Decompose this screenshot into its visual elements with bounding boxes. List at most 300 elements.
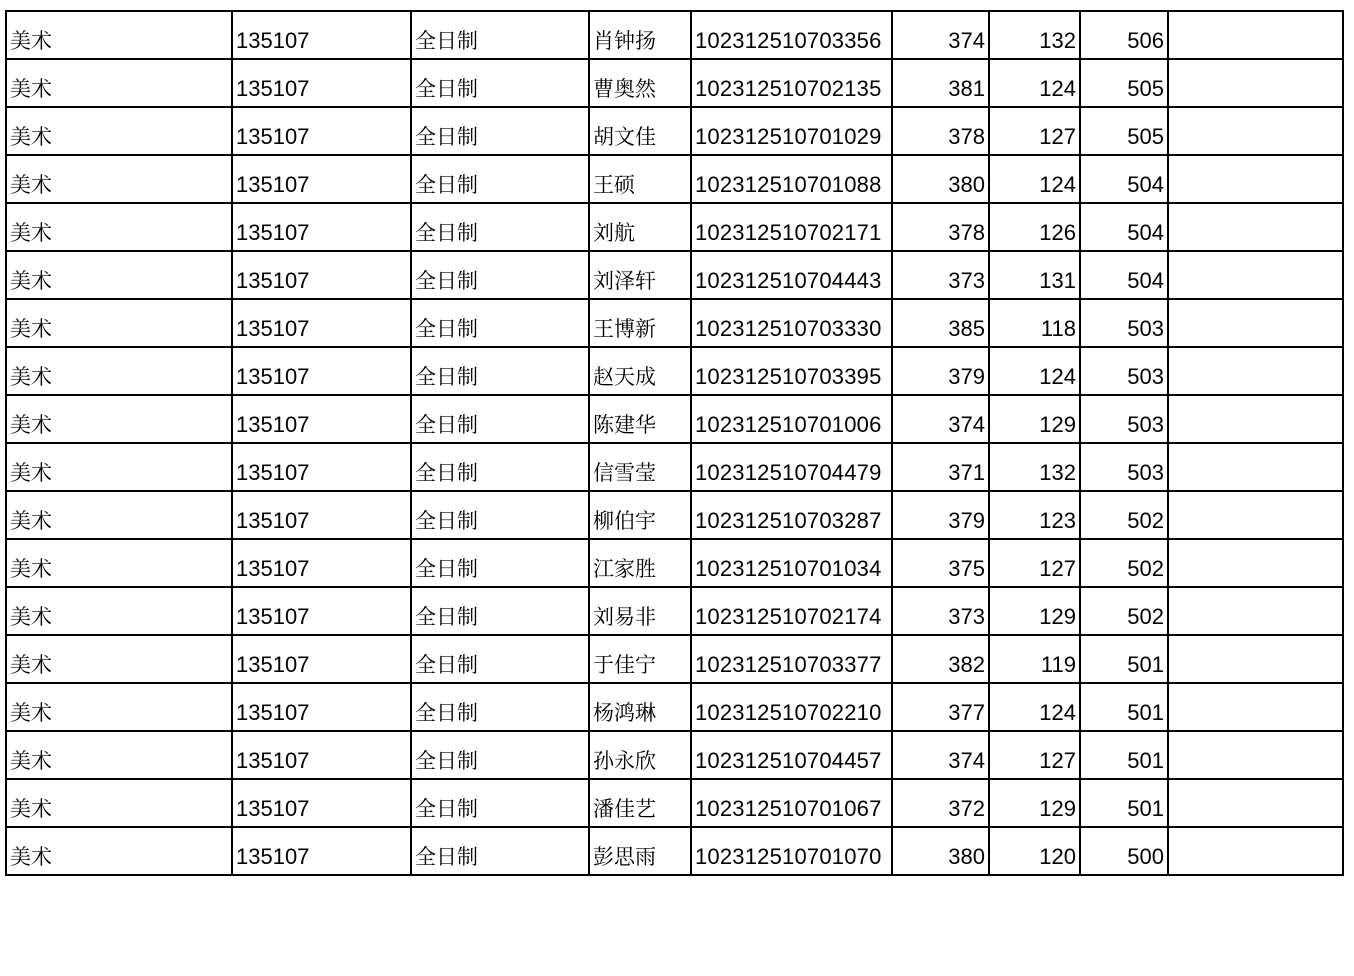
cell-study-mode-text: 全日制: [415, 749, 478, 773]
cell-student-name: [589, 587, 691, 635]
admission-score-table: [5, 10, 1344, 876]
cell-student-name: [589, 683, 691, 731]
cell-student-name-text: 潘佳艺: [593, 797, 656, 821]
cell-exam-id: [691, 683, 892, 731]
cell-score-a-text: 378: [948, 124, 985, 149]
cell-note: [1168, 731, 1343, 779]
cell-exam-id: [691, 155, 892, 203]
cell-major: [6, 107, 232, 155]
cell-major-text: 美术: [10, 605, 52, 629]
cell-major: [6, 635, 232, 683]
cell-note: [1168, 155, 1343, 203]
cell-study-mode: [411, 11, 589, 59]
cell-exam-id: [691, 731, 892, 779]
cell-total-score: [1080, 587, 1168, 635]
cell-total-score-text: 503: [1127, 364, 1164, 389]
cell-major-text: 美术: [10, 701, 52, 725]
table-row: [6, 779, 1343, 827]
cell-score-a-text: 374: [948, 748, 985, 773]
cell-score-a-text: 373: [948, 268, 985, 293]
cell-study-mode-text: 全日制: [415, 29, 478, 53]
cell-total-score-text: 505: [1127, 76, 1164, 101]
cell-note: [1168, 587, 1343, 635]
cell-study-mode-text: 全日制: [415, 125, 478, 149]
cell-exam-id-text: 102312510701034: [695, 556, 882, 581]
cell-exam-id: [691, 59, 892, 107]
cell-study-mode-text: 全日制: [415, 269, 478, 293]
cell-total-score-text: 504: [1127, 172, 1164, 197]
cell-program-code-text: 135107: [236, 844, 310, 869]
cell-score-a-text: 379: [948, 508, 985, 533]
cell-score-b-text: 124: [1039, 76, 1076, 101]
cell-score-b: [989, 107, 1080, 155]
cell-exam-id-text: 102312510703287: [695, 508, 882, 533]
cell-program-code-text: 135107: [236, 556, 310, 581]
cell-student-name-text: 肖钟扬: [593, 29, 656, 53]
cell-note: [1168, 107, 1343, 155]
cell-note: [1168, 827, 1343, 875]
cell-study-mode: [411, 107, 589, 155]
cell-exam-id-text: 102312510701029: [695, 124, 882, 149]
cell-study-mode: [411, 731, 589, 779]
cell-score-b-text: 120: [1039, 844, 1076, 869]
cell-student-name-text: 杨鸿琳: [593, 701, 656, 725]
cell-major: [6, 203, 232, 251]
cell-major: [6, 299, 232, 347]
cell-study-mode: [411, 203, 589, 251]
cell-exam-id-text: 102312510701088: [695, 172, 882, 197]
cell-exam-id-text: 102312510702174: [695, 604, 882, 629]
cell-note-text: [1172, 148, 1339, 154]
cell-student-name: [589, 635, 691, 683]
cell-student-name-text: 王硕: [593, 173, 635, 197]
cell-note: [1168, 347, 1343, 395]
cell-program-code: [232, 251, 411, 299]
cell-total-score-text: 501: [1127, 700, 1164, 725]
cell-score-b: [989, 779, 1080, 827]
cell-major-text: 美术: [10, 845, 52, 869]
cell-score-a: [892, 779, 989, 827]
cell-exam-id: [691, 587, 892, 635]
cell-program-code-text: 135107: [236, 76, 310, 101]
cell-exam-id-text: 102312510702135: [695, 76, 882, 101]
cell-score-a: [892, 155, 989, 203]
cell-student-name: [589, 203, 691, 251]
cell-exam-id-text: 102312510704479: [695, 460, 882, 485]
cell-exam-id: [691, 107, 892, 155]
cell-note: [1168, 203, 1343, 251]
cell-score-b-text: 124: [1039, 700, 1076, 725]
table-row: [6, 395, 1343, 443]
cell-program-code: [232, 587, 411, 635]
cell-program-code: [232, 779, 411, 827]
cell-score-a: [892, 635, 989, 683]
cell-score-b-text: 126: [1039, 220, 1076, 245]
cell-program-code-text: 135107: [236, 796, 310, 821]
cell-program-code: [232, 299, 411, 347]
cell-major-text: 美术: [10, 173, 52, 197]
cell-program-code: [232, 59, 411, 107]
cell-score-b: [989, 491, 1080, 539]
cell-student-name: [589, 491, 691, 539]
cell-score-a: [892, 203, 989, 251]
cell-study-mode-text: 全日制: [415, 845, 478, 869]
cell-major: [6, 779, 232, 827]
cell-score-b-text: 127: [1039, 748, 1076, 773]
table-row: [6, 827, 1343, 875]
cell-score-b-text: 132: [1039, 460, 1076, 485]
cell-program-code: [232, 827, 411, 875]
cell-student-name: [589, 11, 691, 59]
cell-major: [6, 251, 232, 299]
table-row: [6, 299, 1343, 347]
cell-program-code: [232, 203, 411, 251]
cell-exam-id: [691, 827, 892, 875]
cell-note-text: [1172, 868, 1339, 874]
cell-exam-id-text: 102312510703395: [695, 364, 882, 389]
cell-student-name-text: 信雪莹: [593, 461, 656, 485]
cell-note: [1168, 491, 1343, 539]
cell-major: [6, 155, 232, 203]
table-row: [6, 539, 1343, 587]
cell-score-a-text: 385: [948, 316, 985, 341]
cell-total-score: [1080, 203, 1168, 251]
cell-study-mode: [411, 827, 589, 875]
cell-score-a-text: 374: [948, 28, 985, 53]
cell-major: [6, 443, 232, 491]
cell-study-mode-text: 全日制: [415, 365, 478, 389]
cell-student-name-text: 赵天成: [593, 365, 656, 389]
cell-study-mode-text: 全日制: [415, 509, 478, 533]
cell-note: [1168, 635, 1343, 683]
cell-score-b: [989, 299, 1080, 347]
cell-study-mode-text: 全日制: [415, 797, 478, 821]
cell-score-a: [892, 107, 989, 155]
cell-study-mode-text: 全日制: [415, 605, 478, 629]
cell-exam-id: [691, 251, 892, 299]
cell-exam-id: [691, 395, 892, 443]
cell-exam-id-text: 102312510704457: [695, 748, 882, 773]
cell-major: [6, 347, 232, 395]
cell-note: [1168, 251, 1343, 299]
cell-score-b-text: 129: [1039, 796, 1076, 821]
cell-note-text: [1172, 388, 1339, 394]
cell-score-a: [892, 539, 989, 587]
cell-note-text: [1172, 436, 1339, 442]
cell-study-mode: [411, 635, 589, 683]
table-row: [6, 491, 1343, 539]
cell-student-name: [589, 347, 691, 395]
cell-score-b-text: 127: [1039, 124, 1076, 149]
cell-program-code: [232, 731, 411, 779]
cell-score-a-text: 380: [948, 844, 985, 869]
cell-study-mode: [411, 443, 589, 491]
table-row: [6, 347, 1343, 395]
cell-note-text: [1172, 772, 1339, 778]
cell-study-mode: [411, 587, 589, 635]
cell-major-text: 美术: [10, 413, 52, 437]
table-row: [6, 107, 1343, 155]
table-row: [6, 443, 1343, 491]
cell-major-text: 美术: [10, 269, 52, 293]
cell-study-mode-text: 全日制: [415, 461, 478, 485]
cell-student-name: [589, 59, 691, 107]
cell-student-name: [589, 155, 691, 203]
cell-student-name: [589, 395, 691, 443]
cell-note-text: [1172, 196, 1339, 202]
cell-major: [6, 827, 232, 875]
cell-program-code-text: 135107: [236, 268, 310, 293]
cell-score-b: [989, 11, 1080, 59]
cell-score-b-text: 127: [1039, 556, 1076, 581]
cell-score-a: [892, 395, 989, 443]
cell-note-text: [1172, 820, 1339, 826]
cell-score-b: [989, 731, 1080, 779]
cell-note-text: [1172, 724, 1339, 730]
cell-score-a-text: 372: [948, 796, 985, 821]
cell-program-code: [232, 491, 411, 539]
cell-exam-id-text: 102312510703356: [695, 28, 882, 53]
cell-program-code: [232, 539, 411, 587]
cell-program-code: [232, 395, 411, 443]
cell-student-name-text: 刘易非: [593, 605, 656, 629]
cell-score-b-text: 123: [1039, 508, 1076, 533]
cell-student-name-text: 孙永欣: [593, 749, 656, 773]
cell-exam-id: [691, 299, 892, 347]
cell-student-name: [589, 251, 691, 299]
cell-student-name-text: 刘泽轩: [593, 269, 656, 293]
cell-score-a-text: 374: [948, 412, 985, 437]
cell-score-a: [892, 683, 989, 731]
cell-total-score-text: 504: [1127, 220, 1164, 245]
cell-score-b-text: 124: [1039, 172, 1076, 197]
cell-student-name: [589, 827, 691, 875]
cell-note-text: [1172, 244, 1339, 250]
cell-major: [6, 587, 232, 635]
cell-program-code-text: 135107: [236, 508, 310, 533]
cell-score-a: [892, 827, 989, 875]
cell-student-name: [589, 539, 691, 587]
cell-major: [6, 395, 232, 443]
cell-score-b: [989, 395, 1080, 443]
cell-total-score: [1080, 107, 1168, 155]
cell-score-b: [989, 827, 1080, 875]
cell-note: [1168, 683, 1343, 731]
cell-study-mode: [411, 779, 589, 827]
cell-total-score: [1080, 443, 1168, 491]
cell-exam-id-text: 102312510702210: [695, 700, 882, 725]
cell-study-mode: [411, 59, 589, 107]
cell-major: [6, 59, 232, 107]
cell-total-score-text: 500: [1127, 844, 1164, 869]
cell-score-a: [892, 347, 989, 395]
cell-program-code-text: 135107: [236, 700, 310, 725]
table-row: [6, 731, 1343, 779]
cell-major-text: 美术: [10, 29, 52, 53]
table-row: [6, 251, 1343, 299]
table-row: [6, 11, 1343, 59]
cell-major: [6, 11, 232, 59]
cell-note: [1168, 299, 1343, 347]
cell-major-text: 美术: [10, 77, 52, 101]
cell-note: [1168, 395, 1343, 443]
cell-score-b-text: 118: [1040, 316, 1076, 341]
cell-note: [1168, 443, 1343, 491]
cell-program-code-text: 135107: [236, 364, 310, 389]
table-row: [6, 587, 1343, 635]
cell-student-name-text: 曹奥然: [593, 77, 656, 101]
cell-score-a-text: 379: [948, 364, 985, 389]
cell-total-score: [1080, 539, 1168, 587]
cell-total-score: [1080, 251, 1168, 299]
cell-total-score: [1080, 683, 1168, 731]
cell-study-mode-text: 全日制: [415, 317, 478, 341]
cell-major-text: 美术: [10, 461, 52, 485]
cell-study-mode: [411, 155, 589, 203]
cell-total-score: [1080, 491, 1168, 539]
cell-score-b-text: 132: [1039, 28, 1076, 53]
cell-exam-id-text: 102312510703377: [695, 652, 882, 677]
cell-student-name-text: 彭思雨: [593, 845, 656, 869]
cell-score-b: [989, 59, 1080, 107]
cell-study-mode-text: 全日制: [415, 413, 478, 437]
cell-study-mode: [411, 299, 589, 347]
cell-score-a-text: 378: [948, 220, 985, 245]
cell-exam-id: [691, 635, 892, 683]
cell-total-score-text: 506: [1127, 28, 1164, 53]
cell-study-mode: [411, 683, 589, 731]
cell-score-b: [989, 203, 1080, 251]
cell-major-text: 美术: [10, 221, 52, 245]
cell-score-a-text: 381: [948, 76, 985, 101]
cell-program-code: [232, 155, 411, 203]
cell-program-code-text: 135107: [236, 412, 310, 437]
cell-total-score-text: 503: [1127, 460, 1164, 485]
cell-exam-id-text: 102312510703330: [695, 316, 882, 341]
cell-student-name-text: 陈建华: [593, 413, 656, 437]
cell-score-a: [892, 299, 989, 347]
table-body: [6, 11, 1343, 875]
cell-total-score: [1080, 395, 1168, 443]
cell-score-a: [892, 11, 989, 59]
cell-note-text: [1172, 676, 1339, 682]
cell-student-name: [589, 107, 691, 155]
cell-program-code: [232, 683, 411, 731]
cell-program-code: [232, 107, 411, 155]
cell-score-b: [989, 251, 1080, 299]
cell-score-b: [989, 539, 1080, 587]
cell-score-a-text: 382: [948, 652, 985, 677]
cell-program-code-text: 135107: [236, 316, 310, 341]
cell-student-name: [589, 299, 691, 347]
cell-total-score-text: 504: [1127, 268, 1164, 293]
cell-major-text: 美术: [10, 557, 52, 581]
cell-note-text: [1172, 532, 1339, 538]
cell-exam-id-text: 102312510702171: [695, 220, 882, 245]
cell-total-score-text: 501: [1127, 652, 1164, 677]
cell-note-text: [1172, 292, 1339, 298]
cell-score-b: [989, 587, 1080, 635]
cell-total-score-text: 505: [1127, 124, 1164, 149]
cell-major-text: 美术: [10, 797, 52, 821]
cell-program-code: [232, 635, 411, 683]
cell-score-b: [989, 347, 1080, 395]
cell-total-score: [1080, 827, 1168, 875]
cell-study-mode: [411, 347, 589, 395]
cell-total-score: [1080, 155, 1168, 203]
cell-exam-id: [691, 539, 892, 587]
cell-program-code-text: 135107: [236, 604, 310, 629]
cell-score-a-text: 380: [948, 172, 985, 197]
cell-program-code-text: 135107: [236, 220, 310, 245]
cell-score-a-text: 375: [948, 556, 985, 581]
cell-student-name-text: 刘航: [593, 221, 635, 245]
cell-student-name: [589, 443, 691, 491]
cell-major: [6, 731, 232, 779]
cell-study-mode-text: 全日制: [415, 77, 478, 101]
cell-score-a: [892, 443, 989, 491]
cell-total-score-text: 503: [1127, 412, 1164, 437]
cell-note-text: [1172, 580, 1339, 586]
cell-note-text: [1172, 340, 1339, 346]
cell-study-mode-text: 全日制: [415, 557, 478, 581]
cell-study-mode: [411, 251, 589, 299]
cell-score-b: [989, 683, 1080, 731]
cell-exam-id: [691, 443, 892, 491]
cell-program-code: [232, 11, 411, 59]
cell-score-b-text: 119: [1040, 652, 1076, 677]
cell-score-b: [989, 635, 1080, 683]
cell-exam-id: [691, 491, 892, 539]
cell-study-mode-text: 全日制: [415, 173, 478, 197]
cell-score-b: [989, 443, 1080, 491]
cell-major-text: 美术: [10, 509, 52, 533]
cell-note-text: [1172, 52, 1339, 58]
cell-program-code-text: 135107: [236, 28, 310, 53]
cell-program-code: [232, 347, 411, 395]
cell-score-b: [989, 155, 1080, 203]
cell-total-score: [1080, 59, 1168, 107]
cell-total-score-text: 501: [1127, 796, 1164, 821]
cell-exam-id-text: 102312510704443: [695, 268, 882, 293]
table-row: [6, 59, 1343, 107]
cell-total-score-text: 502: [1127, 556, 1164, 581]
cell-total-score: [1080, 635, 1168, 683]
cell-total-score: [1080, 779, 1168, 827]
cell-program-code-text: 135107: [236, 748, 310, 773]
cell-major-text: 美术: [10, 365, 52, 389]
cell-major-text: 美术: [10, 653, 52, 677]
cell-exam-id-text: 102312510701070: [695, 844, 882, 869]
cell-note: [1168, 779, 1343, 827]
cell-score-a: [892, 59, 989, 107]
cell-score-b-text: 129: [1039, 412, 1076, 437]
cell-major-text: 美术: [10, 125, 52, 149]
cell-total-score: [1080, 11, 1168, 59]
cell-exam-id: [691, 11, 892, 59]
cell-program-code-text: 135107: [236, 652, 310, 677]
cell-total-score: [1080, 299, 1168, 347]
cell-score-a: [892, 251, 989, 299]
cell-score-a: [892, 491, 989, 539]
cell-study-mode: [411, 491, 589, 539]
cell-total-score: [1080, 731, 1168, 779]
cell-score-a-text: 373: [948, 604, 985, 629]
cell-exam-id: [691, 203, 892, 251]
cell-major-text: 美术: [10, 317, 52, 341]
cell-score-b-text: 131: [1039, 268, 1076, 293]
cell-major: [6, 491, 232, 539]
